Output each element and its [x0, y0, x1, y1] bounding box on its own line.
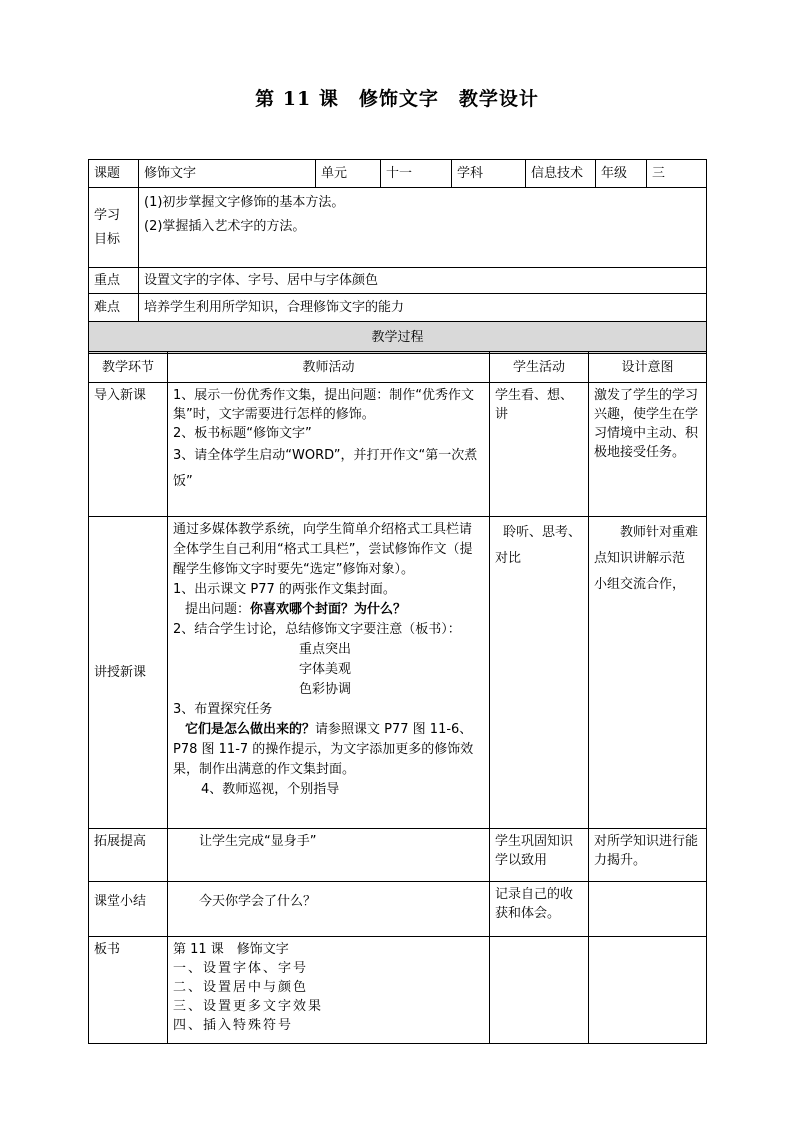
column-header: 教学环节	[89, 352, 168, 383]
unit-value: 十一	[381, 160, 452, 188]
board-content	[168, 937, 490, 1044]
objectives-label	[89, 188, 139, 268]
column-header: 教师活动	[168, 352, 490, 383]
teacher-line: 2、结合学生讨论，总结修饰文字要注意（板书）：	[173, 622, 461, 637]
column-header: 学生活动	[490, 352, 589, 383]
task-text: 请参照课文 P77 图 11-6、P78 图 11-7 的操作提示，为文字添加更多的修饰效果，制作出满意的作文集封面。	[173, 722, 474, 777]
summary-point: 色彩协调	[299, 682, 352, 697]
stage-name	[89, 882, 168, 937]
design-intent	[589, 882, 707, 937]
teacher-line: 2、板书标题“修饰文字”	[173, 426, 312, 441]
teacher-intro: 通过多媒体教学系统，向学生简单介绍格式工具栏请全体学生自己利用“格式工具栏”，尝试修饰作文（提醒学生修饰文字时要先“选定”修饰对象）。	[173, 522, 473, 577]
student-activity: 学生看、想、讲	[490, 383, 589, 517]
summary-point: 字体美观	[299, 662, 352, 677]
question-text: 你喜欢哪个封面？为什么？	[250, 602, 407, 617]
objectives-content	[139, 188, 707, 268]
teacher-line: 3、请全体学生启动“WORD”，并打开作文“第一次煮饭”	[173, 448, 478, 489]
lesson-info-table	[88, 159, 707, 354]
objectives-label-line2: 目标	[94, 231, 121, 247]
key-point-value: 设置文字的字体、字号、居中与字体颜色	[139, 268, 707, 294]
objective-item: (1)初步掌握文字修饰的基本方法。	[144, 195, 345, 210]
stage-name-text: 课堂小结	[94, 894, 147, 909]
design-intent	[589, 517, 707, 829]
task-description	[173, 720, 484, 780]
subject-value: 信息技术	[526, 160, 596, 188]
stage-name: 导入新课	[89, 383, 168, 517]
unit-label: 单元	[316, 160, 381, 188]
teacher-activity	[168, 829, 490, 882]
design-intent: 激发了学生的学习兴趣，使学生在学习情境中主动、积极地接受任务。	[589, 383, 707, 517]
stage-name: 板书	[89, 937, 168, 1044]
objectives-label-line1: 学习	[94, 207, 121, 223]
board-line: 二、设置居中与颜色	[173, 980, 309, 995]
summary-point: 重点突出	[299, 642, 352, 657]
teacher-line: 今天你学会了什么？	[199, 894, 317, 909]
stage-name: 拓展提高	[89, 829, 168, 882]
column-header: 设计意图	[589, 352, 707, 383]
student-activity: 记录自己的收获和体会。	[490, 882, 589, 937]
difficulty-label: 难点	[89, 294, 139, 322]
teacher-line: 让学生完成“显身手”	[199, 834, 317, 849]
design-intent-text: 教师针对重难点知识讲解示范	[594, 525, 699, 566]
design-intent	[589, 937, 707, 1044]
stage-name-text: 讲授新课	[94, 665, 147, 680]
question-prefix: 提出问题：	[185, 602, 251, 617]
grade-label: 年级	[596, 160, 647, 188]
teaching-process-table	[88, 351, 707, 1044]
teacher-activity	[168, 517, 490, 829]
topic-label: 课题	[89, 160, 139, 188]
student-activity	[490, 937, 589, 1044]
board-line: 第 11 课 修饰文字	[173, 942, 289, 957]
teacher-line: 1、展示一份优秀作文集，提出问题：制作“优秀作文集”时，文字需要进行怎样的修饰。	[173, 388, 475, 422]
subject-label: 学科	[452, 160, 526, 188]
teacher-line: 4、教师巡视，个别指导	[201, 782, 340, 797]
teacher-activity	[168, 383, 490, 517]
task-question: 它们是怎么做出来的？	[185, 722, 316, 737]
board-line: 四、插入特殊符号	[173, 1018, 294, 1033]
teacher-question	[173, 600, 484, 620]
design-intent: 对所学知识进行能力揭升。	[589, 829, 707, 882]
board-line: 一、设置字体、字号	[173, 961, 309, 976]
student-activity-text: 聆听、思考、对比	[495, 525, 582, 566]
objective-item: (2)掌握插入艺术字的方法。	[144, 219, 306, 234]
grade-value: 三	[647, 160, 707, 188]
student-activity: 学生巩固知识学以致用	[490, 829, 589, 882]
teacher-activity	[168, 882, 490, 937]
page-title: 第 11 课 修饰文字 教学设计	[255, 88, 539, 110]
stage-name	[89, 517, 168, 829]
teacher-line: 1、出示课文 P77 的两张作文集封面。	[173, 582, 396, 597]
design-intent-text: 小组交流合作，	[594, 577, 686, 592]
process-header: 教学过程	[89, 322, 707, 354]
teacher-line: 3、布置探究任务	[173, 702, 273, 717]
key-point-label: 重点	[89, 268, 139, 294]
student-activity	[490, 517, 589, 829]
topic-value: 修饰文字	[139, 160, 316, 188]
difficulty-value: 培养学生利用所学知识，合理修饰文字的能力	[139, 294, 707, 322]
board-line: 三、设置更多文字效果	[173, 999, 324, 1014]
